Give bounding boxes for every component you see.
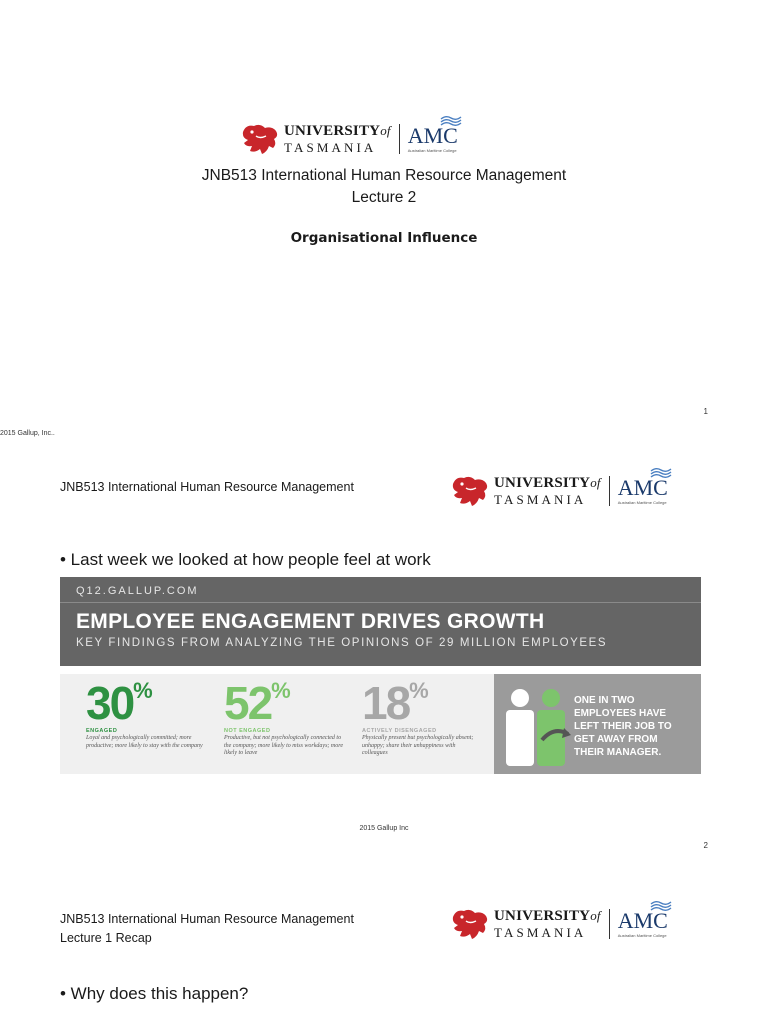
- stat-engaged: [86, 677, 221, 750]
- slide-2-engagement: [0, 430, 768, 870]
- stat-value: 30%: [86, 677, 153, 729]
- stat-description: Loyal and psychologically committed; more productive; more likely to stay with the company: [86, 735, 203, 749]
- amc-logo: AMC Australian Maritime College: [408, 125, 458, 153]
- callout-text: ONE IN TWO EMPLOYEES HAVE LEFT THEIR JOB TO GET AWAY FROM THEIR MANAGER.: [574, 695, 672, 758]
- university-wordmark: UNIVERSITYof TASMANIA: [494, 908, 601, 940]
- slide-header: JNB513 International Human Resource Management: [60, 480, 354, 494]
- image-credit: 2015 Gallup Inc: [359, 825, 409, 832]
- waves-icon: [650, 467, 672, 479]
- university-wordmark: UNIVERSITYof TASMANIA: [494, 475, 601, 507]
- waves-icon: [650, 900, 672, 912]
- copyright-text: 2015 Gallup, Inc..: [0, 430, 55, 437]
- stat-label: ACTIVELY DISENGAGED: [362, 728, 437, 734]
- university-wordmark: UNIVERSITYof TASMANIA: [284, 123, 391, 155]
- university-logo: [240, 118, 458, 160]
- slide-1-title: [0, 0, 768, 430]
- logo-divider: [399, 124, 400, 154]
- stat-value: 52%: [224, 677, 291, 729]
- waves-icon: [440, 115, 462, 127]
- two-people-icon: [502, 688, 572, 766]
- amc-logo: AMC Australian Maritime College: [618, 910, 668, 938]
- stat-actively-disengaged: [362, 677, 497, 758]
- stat-description: Physically present but psychologically absent; unhappy; share their unhappiness with colleagues: [362, 735, 474, 756]
- stat-value: 18%: [362, 677, 429, 729]
- infographic-banner: [60, 577, 701, 666]
- logo-divider: [609, 476, 610, 506]
- lecture-number: Lecture 2: [351, 189, 417, 206]
- stat-not-engaged: [224, 677, 359, 758]
- infographic-subhead: KEY FINDINGS FROM ANALYZING THE OPINIONS OF 29 MILLION EMPLOYEES: [76, 637, 608, 649]
- gallup-infographic: [60, 577, 701, 774]
- banner-divider: [60, 602, 701, 603]
- lecture-subtitle: Organisational Influence: [290, 230, 478, 246]
- infographic-url: Q12.GALLUP.COM: [76, 585, 199, 597]
- tasmanian-lion-icon: [450, 474, 490, 508]
- slide-header: JNB513 International Human Resource Management: [60, 912, 354, 926]
- university-logo: [450, 903, 668, 945]
- manager-callout: [494, 674, 701, 774]
- infographic-headline: EMPLOYEE ENGAGEMENT DRIVES GROWTH: [76, 610, 545, 633]
- bullet-point: • Last week we looked at how people feel at work: [60, 550, 431, 569]
- stat-label: NOT ENGAGED: [224, 728, 271, 734]
- university-logo: [450, 470, 668, 512]
- slide-3-recap: [0, 870, 768, 1024]
- page-number: 2: [703, 841, 708, 850]
- bullet-point: • Why does this happen?: [60, 984, 249, 1003]
- tasmanian-lion-icon: [450, 907, 490, 941]
- infographic-stats-panel: [60, 674, 701, 774]
- amc-logo: AMC Australian Maritime College: [618, 477, 668, 505]
- stat-label: ENGAGED: [86, 728, 118, 734]
- tasmanian-lion-icon: [240, 122, 280, 156]
- logo-divider: [609, 909, 610, 939]
- page-number: 1: [703, 407, 708, 416]
- lecture-recap-label: Lecture 1 Recap: [60, 931, 152, 945]
- course-title: JNB513 International Human Resource Management: [201, 167, 567, 184]
- stat-description: Productive, but not psychologically connected to the company; more likely to miss workdays; more likely to leave: [224, 735, 344, 756]
